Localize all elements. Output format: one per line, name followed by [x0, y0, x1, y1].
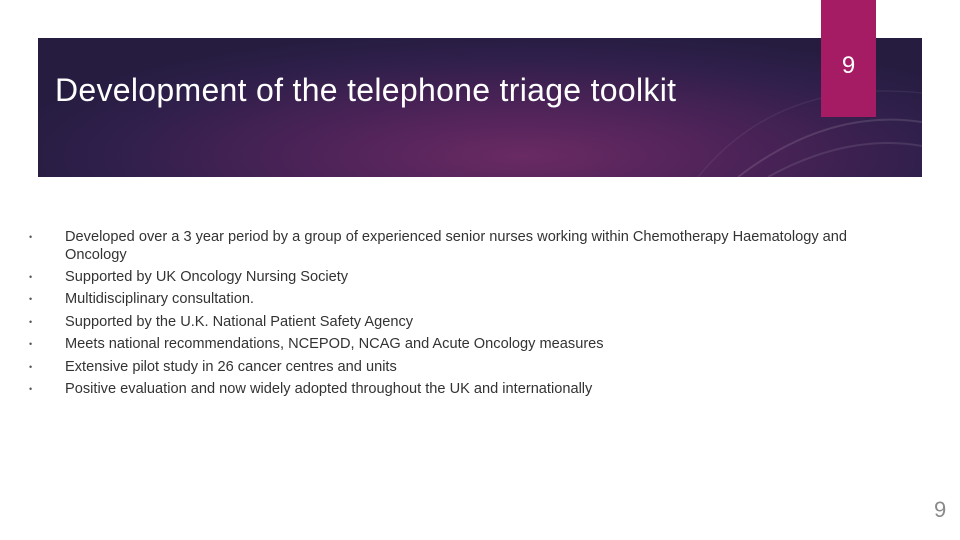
bullet-text: Developed over a 3 year period by a group of experienced senior nurses working within Chemotherapy Haematology and Oncology — [65, 229, 848, 263]
bullet-text: Supported by the U.K. National Patient Safety Agency — [65, 313, 414, 330]
bullet-item — [29, 336, 869, 354]
bullet-item — [29, 291, 869, 309]
page-number: 9 — [934, 497, 947, 522]
bullet-dot-icon: • — [29, 361, 33, 372]
bullet-list — [29, 229, 869, 403]
title-band — [38, 38, 922, 177]
bullet-item — [29, 269, 869, 287]
bullet-dot-icon: • — [29, 294, 33, 305]
bullet-text: Positive evaluation and now widely adopted throughout the UK and internationally — [65, 380, 593, 397]
bullet-text: Meets national recommendations, NCEPOD, NCAG and Acute Oncology measures — [65, 336, 604, 353]
slide-number-tab-label: 9 — [841, 52, 856, 79]
bullet-text: Extensive pilot study in 26 cancer centres and units — [65, 358, 397, 375]
slide-number-tab — [821, 0, 876, 117]
bullet-dot-icon: • — [29, 339, 33, 350]
slide-title: Development of the telephone triage toolkit — [55, 72, 677, 108]
bullet-dot-icon: • — [29, 232, 33, 242]
bullet-item — [29, 229, 869, 264]
bullet-dot-icon: • — [29, 316, 33, 327]
bullet-dot-icon: • — [29, 271, 33, 282]
bullet-item — [29, 381, 869, 399]
bullet-text: Supported by UK Oncology Nursing Society — [65, 268, 349, 285]
bullet-item — [29, 359, 869, 377]
bullet-text: Multidisciplinary consultation. — [65, 291, 254, 308]
bullet-dot-icon: • — [29, 383, 33, 394]
bullet-item — [29, 314, 869, 332]
